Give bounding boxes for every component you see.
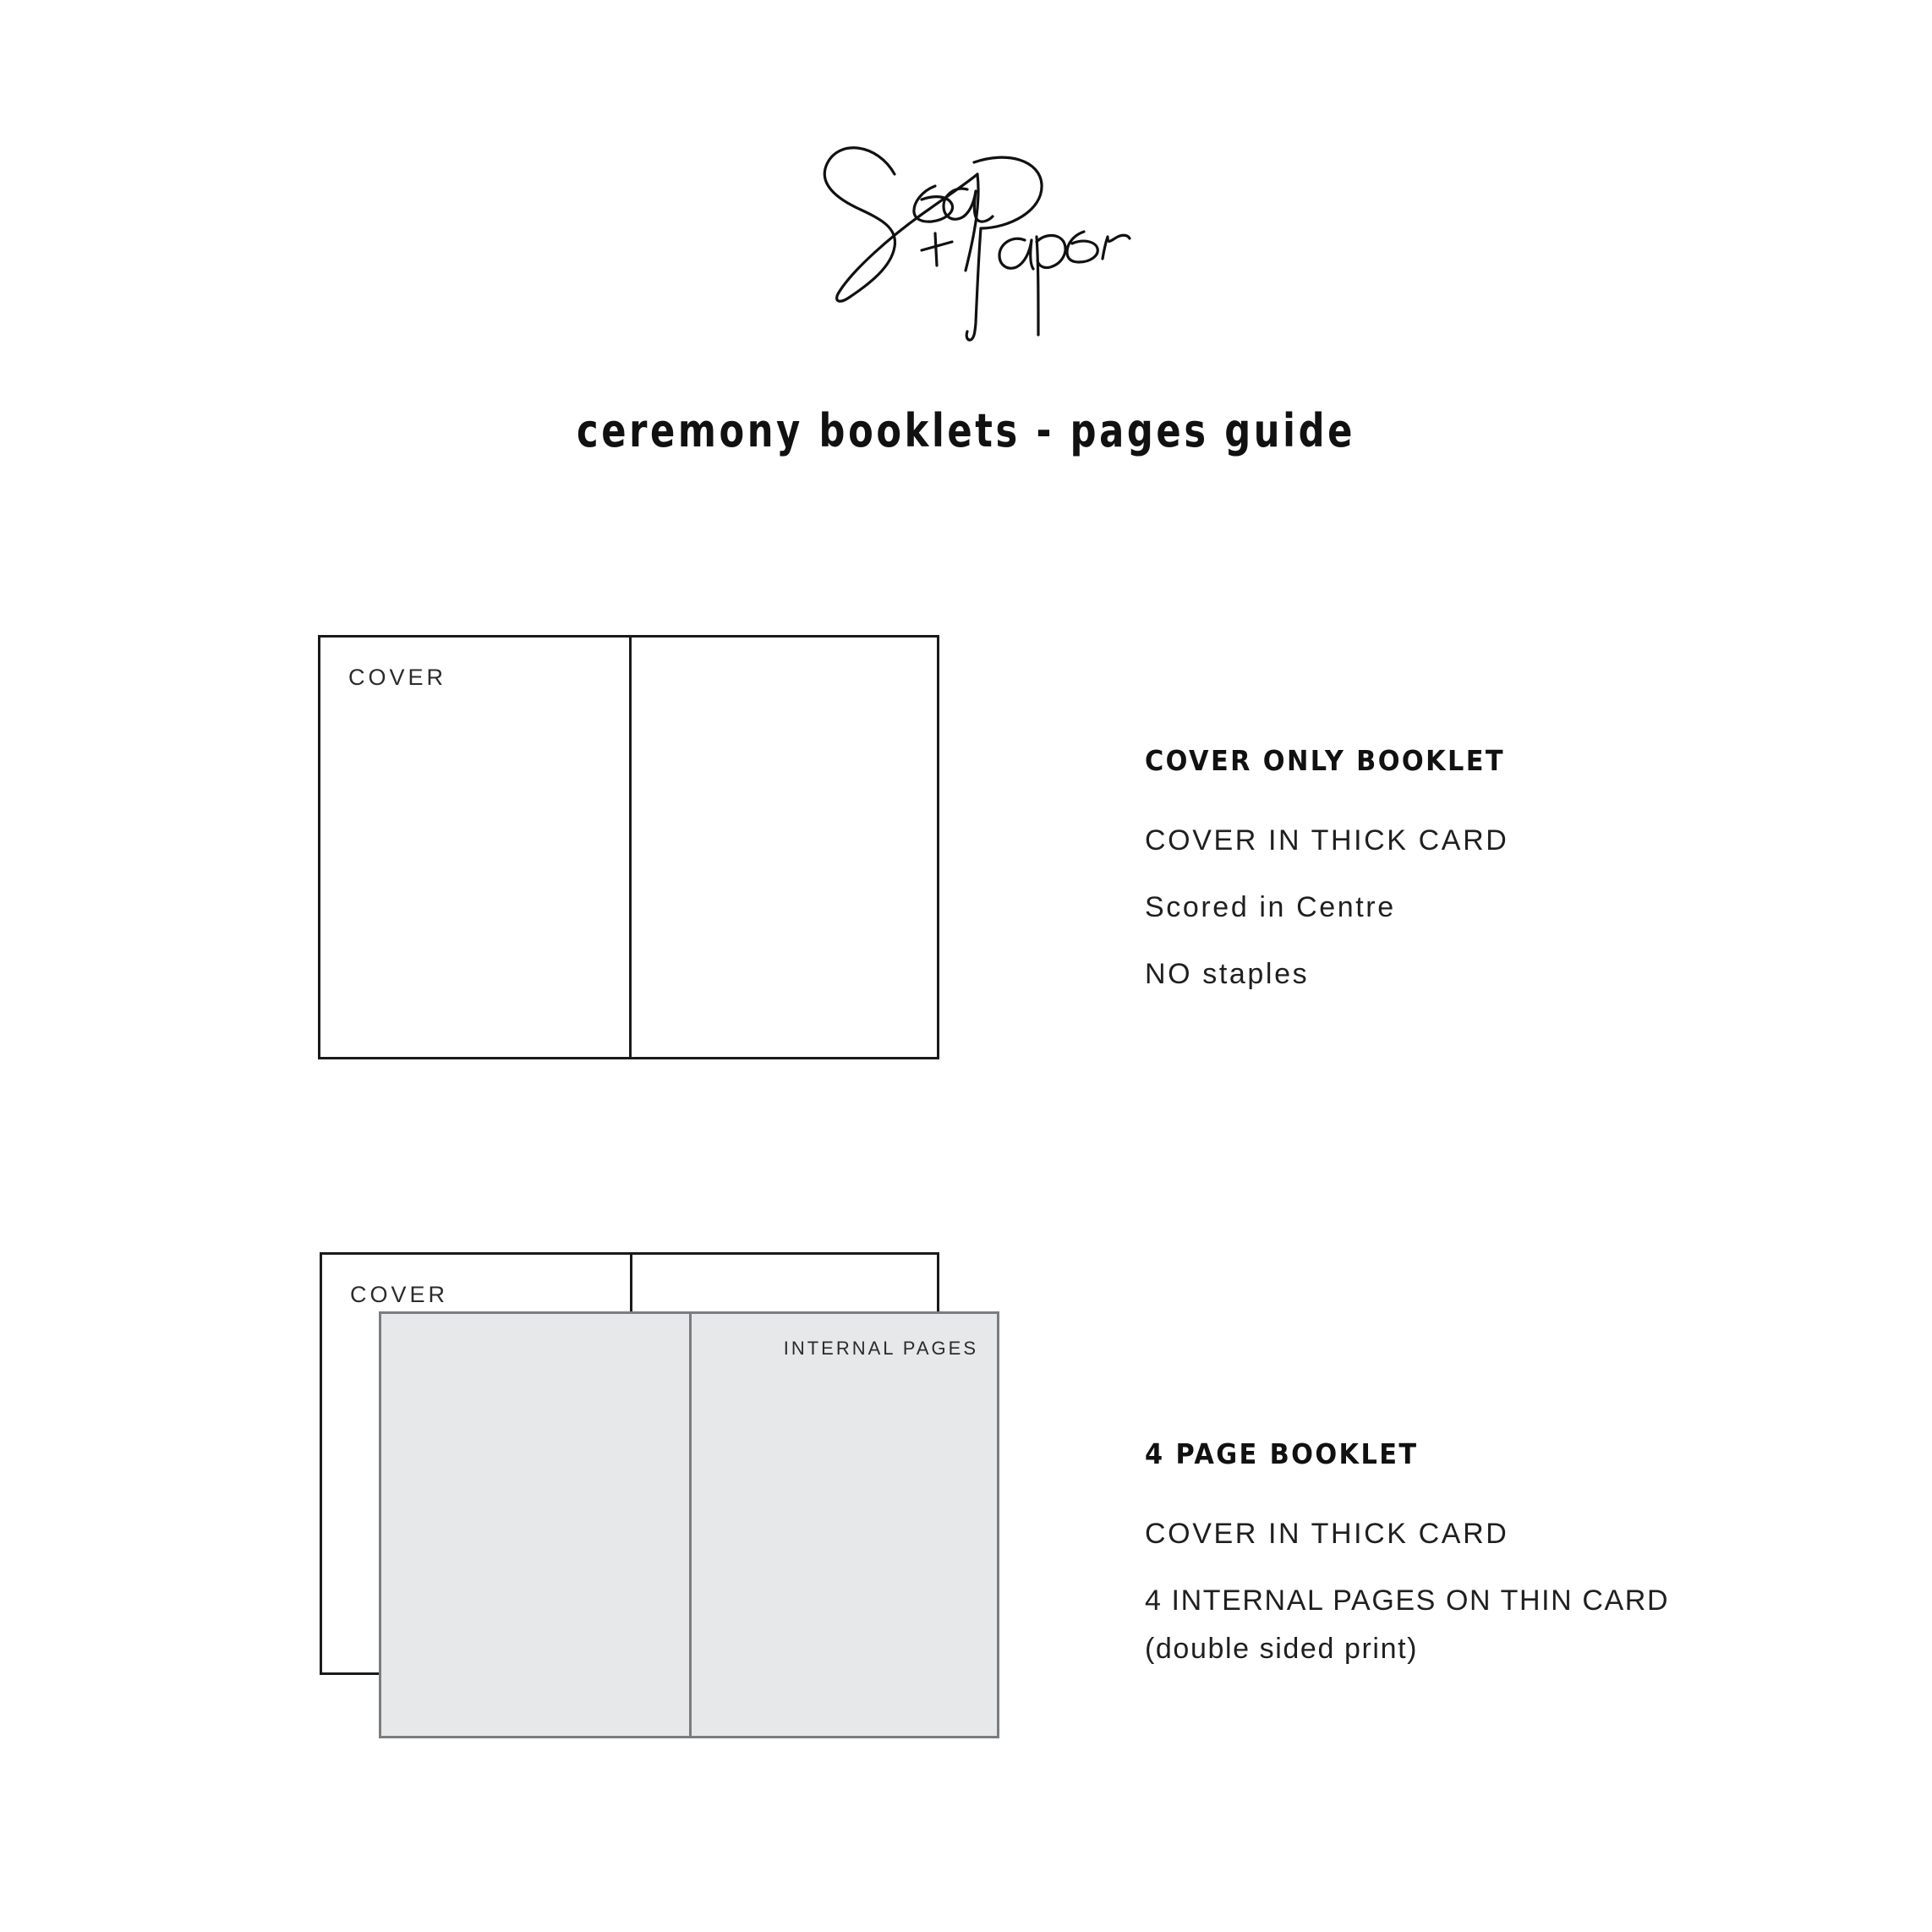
page-title: ceremony booklets - pages guide: [576, 404, 1355, 457]
info-line: COVER IN THICK CARD: [1145, 824, 1509, 857]
brand-logo: [786, 101, 1175, 380]
info-four-page-booklet: [1145, 1437, 1669, 1666]
diagram-label-cover: COVER: [350, 1282, 449, 1307]
info-cover-only-booklet: [1145, 744, 1536, 991]
info-heading: COVER ONLY BOOKLET: [1145, 744, 1505, 777]
info-line: NO staples: [1145, 958, 1310, 990]
diagram-four-page-booklet-internal-pages: [379, 1311, 999, 1738]
info-line: Scored in Centre: [1145, 891, 1396, 923]
info-line: (double sided print): [1145, 1633, 1419, 1665]
diagram-label-cover: COVER: [348, 665, 447, 690]
info-heading: 4 PAGE BOOKLET: [1145, 1437, 1419, 1470]
info-line: 4 INTERNAL PAGES ON THIN CARD: [1145, 1584, 1670, 1617]
diagram-cover-only-booklet: [318, 635, 939, 1059]
info-line: COVER IN THICK CARD: [1145, 1518, 1509, 1550]
score-fold-line: [629, 638, 632, 1057]
diagram-label-internal-pages: INTERNAL PAGES: [783, 1338, 978, 1359]
score-fold-line: [689, 1314, 692, 1736]
